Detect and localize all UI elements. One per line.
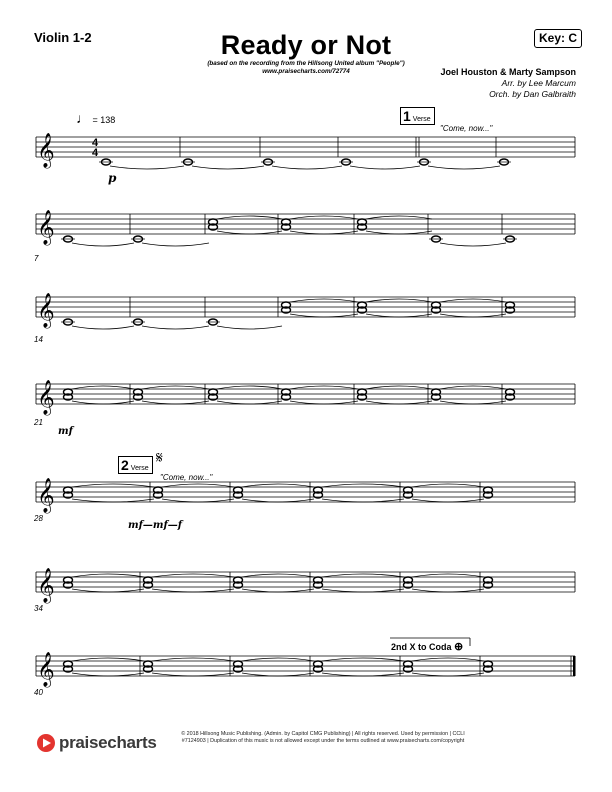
measure-number: 14 bbox=[34, 335, 43, 344]
lyric-cue-2: "Come, now..." bbox=[160, 473, 213, 482]
tie bbox=[217, 386, 282, 389]
tie bbox=[412, 673, 484, 676]
dynamic-marking: mf—mf—f bbox=[128, 520, 183, 531]
tie bbox=[72, 484, 154, 487]
tie bbox=[322, 589, 404, 592]
tie bbox=[290, 314, 358, 317]
tie bbox=[322, 673, 404, 676]
rehearsal-label: Verse bbox=[412, 116, 431, 123]
treble-clef-icon: 𝄞 bbox=[37, 134, 55, 167]
tie bbox=[242, 484, 314, 487]
time-signature-bottom: 4 bbox=[92, 147, 99, 159]
treble-clef-icon: 𝄞 bbox=[37, 653, 55, 686]
tie bbox=[72, 673, 144, 676]
copyright-notice: © 2018 Hillsong Music Publishing. (Admin. by Capitol CMG Publishing) | All rights reserved. Used by permission | CCLI #7124903 | Duplication of this music is not allowed except under the terms outlined at www.praisecharts.com/copyright bbox=[181, 731, 465, 744]
key-badge: Key: C bbox=[534, 29, 582, 48]
tie bbox=[162, 499, 234, 502]
tie bbox=[412, 574, 484, 577]
final-barline-thick bbox=[573, 656, 576, 676]
arranger: Arr. by Lee Marcum bbox=[501, 78, 576, 88]
tie bbox=[142, 386, 209, 389]
tie bbox=[440, 314, 506, 317]
rehearsal-number: 2 bbox=[121, 457, 129, 473]
tempo-value: = 138 bbox=[92, 115, 116, 125]
tie bbox=[242, 589, 314, 592]
part-name: Violin 1-2 bbox=[34, 30, 92, 45]
dynamic-marking: p bbox=[108, 171, 117, 185]
praisecharts-logo bbox=[36, 733, 157, 753]
tie bbox=[366, 314, 432, 317]
segno-icon: 𝄋 bbox=[156, 450, 163, 467]
tie bbox=[350, 166, 420, 169]
tie bbox=[290, 299, 358, 302]
tie bbox=[440, 401, 506, 404]
tie bbox=[72, 658, 144, 661]
treble-clef-icon: 𝄞 bbox=[37, 211, 55, 244]
measure-number: 21 bbox=[34, 418, 43, 427]
tie bbox=[142, 401, 209, 404]
tie bbox=[152, 589, 234, 592]
tie bbox=[322, 658, 404, 661]
tie bbox=[412, 484, 484, 487]
tie bbox=[412, 499, 484, 502]
tie bbox=[366, 216, 432, 219]
tie bbox=[440, 299, 506, 302]
logo-text: praisecharts bbox=[59, 733, 157, 752]
subtitle-album-line: (based on the recording from the Hillsong United album "People") bbox=[207, 60, 405, 67]
tie bbox=[322, 499, 404, 502]
coda-icon: ⊕ bbox=[454, 641, 464, 653]
tie bbox=[162, 484, 234, 487]
tie bbox=[440, 386, 506, 389]
time-signature-top: 4 bbox=[92, 137, 99, 149]
tie bbox=[290, 386, 358, 389]
tie bbox=[152, 658, 234, 661]
tie bbox=[72, 401, 134, 404]
tie bbox=[142, 243, 209, 246]
tie bbox=[366, 401, 432, 404]
subtitle-url-line: www.praisecharts.com/72774 bbox=[262, 68, 350, 75]
tie bbox=[322, 484, 404, 487]
tie bbox=[217, 326, 282, 329]
lyric-cue-1: "Come, now..." bbox=[440, 124, 493, 133]
tie bbox=[242, 499, 314, 502]
tie bbox=[290, 231, 358, 234]
rehearsal-number: 1 bbox=[403, 108, 411, 124]
measure-number: 40 bbox=[34, 688, 43, 697]
tie bbox=[242, 574, 314, 577]
tie bbox=[242, 658, 314, 661]
play-logo-icon bbox=[36, 733, 56, 753]
tie bbox=[152, 574, 234, 577]
tie bbox=[217, 231, 282, 234]
tie bbox=[217, 401, 282, 404]
tie bbox=[242, 673, 314, 676]
treble-clef-icon: 𝄞 bbox=[37, 479, 55, 512]
tie bbox=[72, 499, 154, 502]
tie bbox=[72, 574, 144, 577]
treble-clef-icon: 𝄞 bbox=[37, 294, 55, 327]
measure-number: 34 bbox=[34, 604, 43, 613]
tie bbox=[217, 216, 282, 219]
tie bbox=[272, 166, 342, 169]
tie bbox=[142, 326, 209, 329]
quarter-note-icon: ♩ bbox=[76, 110, 90, 126]
tie bbox=[440, 243, 506, 246]
tie bbox=[110, 166, 184, 169]
tie bbox=[428, 166, 500, 169]
measure-number: 28 bbox=[34, 514, 43, 523]
coda-text: 2nd X to Coda bbox=[391, 642, 452, 652]
tie bbox=[72, 386, 134, 389]
treble-clef-icon: 𝄞 bbox=[37, 569, 55, 602]
tie bbox=[412, 589, 484, 592]
tie bbox=[72, 326, 134, 329]
dynamic-marking: mf bbox=[58, 426, 73, 437]
rehearsal-label: Verse bbox=[130, 465, 149, 472]
tie bbox=[322, 574, 404, 577]
tie bbox=[72, 243, 134, 246]
tie bbox=[72, 589, 144, 592]
tie bbox=[192, 166, 264, 169]
tie bbox=[290, 401, 358, 404]
tie bbox=[366, 386, 432, 389]
song-title: Ready or Not bbox=[220, 30, 392, 60]
tie bbox=[290, 216, 358, 219]
tie bbox=[152, 673, 234, 676]
tie bbox=[366, 231, 432, 234]
treble-clef-icon: 𝄞 bbox=[37, 381, 55, 414]
tie bbox=[366, 299, 432, 302]
orchestrator: Orch. by Dan Galbraith bbox=[489, 89, 576, 99]
tie bbox=[412, 658, 484, 661]
composer: Joel Houston & Marty Sampson bbox=[440, 67, 576, 77]
measure-number: 7 bbox=[34, 254, 39, 263]
